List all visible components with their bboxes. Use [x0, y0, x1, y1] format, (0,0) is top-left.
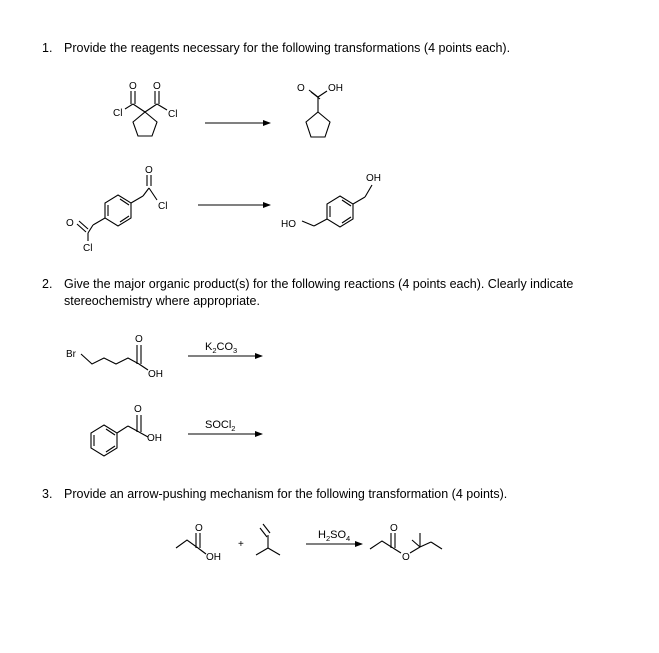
q3-acid-o: O: [195, 523, 203, 534]
q1a-o-right: O: [153, 81, 161, 92]
q2a-br: Br: [66, 349, 76, 360]
q2b-reactant-molecule: [91, 404, 162, 456]
q1b-product-molecule: [281, 173, 381, 230]
q3-product-ester: [370, 523, 442, 563]
question-3-number: 3.: [42, 487, 53, 501]
question-1-number: 1.: [42, 41, 53, 55]
q3-alkene-molecule: [256, 524, 280, 555]
question-1-text: Provide the reagents necessary for the following transformations (4 points each).: [64, 41, 511, 55]
svg-text:H2SO4: $H_2SO_4$: [318, 529, 351, 543]
q1b-o-left: O: [66, 218, 74, 229]
q1a-product-o: O: [297, 83, 305, 94]
q3-plus-sign: +: [238, 539, 244, 550]
q1a-cl-left: Cl: [113, 108, 123, 119]
q3-acid-oh: OH: [206, 552, 221, 563]
q3-acid-molecule: [176, 523, 221, 563]
q3-reagent-h2so4: [318, 529, 350, 543]
q2a-reagent-k2co3: [205, 341, 237, 355]
q1a-product-oh: OH: [328, 83, 343, 94]
q2b-reagent-socl2: [205, 419, 235, 433]
q3-product-o-carbonyl: O: [390, 523, 398, 534]
svg-text:SOCl2: SOCl$_2$: [205, 419, 236, 433]
q1a-product-molecule: [297, 83, 343, 137]
q2b-oh: OH: [147, 433, 162, 444]
svg-text:K2CO3: $K_2CO_3$: [205, 341, 238, 355]
q2b-o: O: [134, 404, 142, 415]
q1b-reactant-molecule: [66, 165, 167, 254]
q1b-product-ho: HO: [281, 219, 296, 230]
q1b-o-right: O: [145, 165, 153, 176]
q1a-reactant-molecule: [113, 81, 177, 136]
q1b-cl-left: Cl: [83, 243, 93, 254]
q3-product-o-ester: O: [402, 552, 410, 563]
question-2-number: 2.: [42, 277, 53, 291]
q1b-product-oh: OH: [366, 173, 381, 184]
q1a-cl-right: Cl: [168, 109, 178, 120]
q2a-oh: OH: [148, 369, 163, 380]
q2a-reactant-molecule: [66, 334, 163, 380]
question-3-text: Provide an arrow-pushing mechanism for the following transformation (4 points).: [64, 487, 508, 501]
q1b-cl-right: Cl: [158, 201, 168, 212]
q2a-o: O: [135, 334, 143, 345]
q1a-o-left: O: [129, 81, 137, 92]
question-2-text: Give the major organic product(s) for the following reactions (4 points each). Clearly indicate stereochemistry where appropriate.: [64, 277, 574, 308]
